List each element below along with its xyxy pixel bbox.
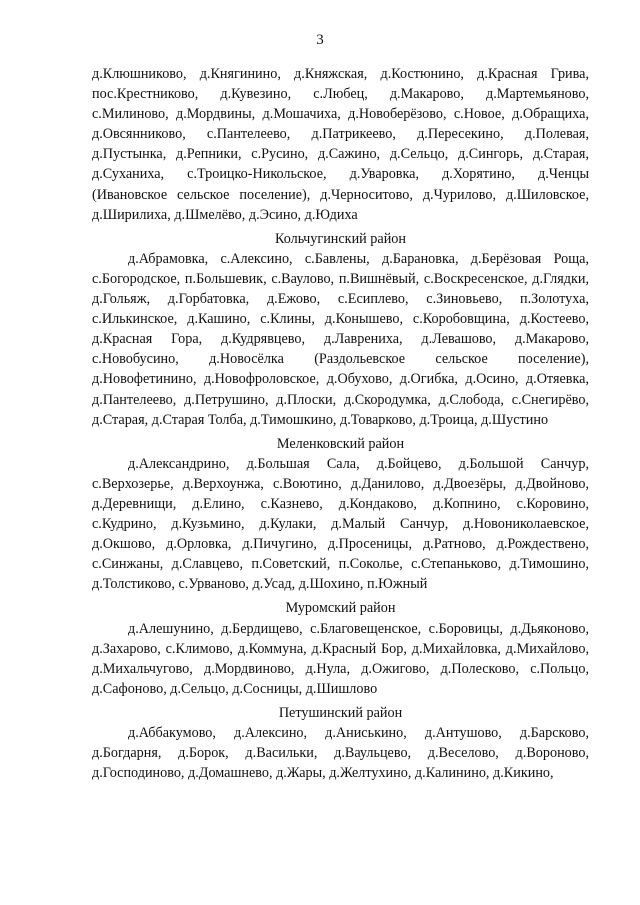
section-title: Кольчугинский район <box>275 230 406 247</box>
section-text: д.Абрамовка, с.Алексино, с.Бавлены, д.Барановка, д.Берёзовая Роща, с.Богородское, п.Большевик, с.Ваулово, п.Вишнёвый, с.Воскресенское, д.Глядки, д.Гольяж, д.Горбатовка, д.Ежово, с.Есиплево, с.Зиновьево, п.Золотуха, с.Илькинское, д.Кашино, с.Клины, д.Конышево, с.Коробовщина, д.Костеево, д.Красная Гора, д.Кудрявцево, д.Лаврениха, д.Левашово, д.Макарово, с.Новобусино, д.Новосёлка (Раздольевское сельское поселение), д.Новофетинино, д.Новофроловское, д.Обухово, д.Огибка, д.Осино, д.Отяевка, д.Пантелеево, д.Петрушино, д.Плоски, д.Скородумка, д.Слобода, с.Снегирёво, д.Старая, д.Старая Толба, д.Тимошкино, д.Товарково, д.Троица, д.Шустино <box>92 250 589 428</box>
section-text: д.Аббакумово, д.Алексино, д.Аниськино, д.Антушово, д.Барсково, д.Богдарня, д.Борок, д.Васильки, д.Ваульцево, д.Веселово, д.Вороново, д.Господиново, д.Домашнево, д.Жары, д.Желтухино, д.Калинино, д.Кикино, <box>92 725 589 782</box>
section-text: д.Александрино, д.Большая Сала, д.Бойцево, д.Большой Санчур, с.Верхозерье, д.Верхоунжа, с.Воютино, д.Данилово, д.Двоезёры, д.Двойново, д.Деревнищи, д.Елино, с.Казнево, д.Кондаково, д.Копнино, с.Коровино, с.Кудрино, д.Кузьмино, д.Кулаки, д.Малый Санчур, д.Новониколаевское, д.Окшово, д.Орловка, д.Пичугино, д.Просеницы, д.Ратново, д.Рождествено, с.Синжаны, д.Славцево, п.Советский, п.Соколье, с.Степаньково, д.Тимошино, д.Толстиково, с.Урваново, д.Усад, д.Шохино, п.Южный <box>92 455 589 593</box>
section-petushki <box>92 703 589 783</box>
section-title: Меленковский район <box>276 435 405 452</box>
section-text: д.Алешунино, д.Бердищево, с.Благовещенское, с.Боровицы, д.Дьяконово, д.Захарово, с.Климово, д.Коммуна, д.Красный Бор, д.Михайловка, д.Михайлово, д.Михальчугово, д.Мордвиново, д.Нула, д.Ожигово, д.Полесково, с.Польцо, д.Сафоново, д.Сельцо, д.Сосницы, д.Шишлово <box>92 620 589 697</box>
intro-paragraph: д.Клюшниково, д.Княгинино, д.Княжская, д.Костюнино, д.Красная Грива, пос.Крестниково, д.Кувезино, с.Любец, д.Макарово, д.Мартемьяново, с.Милиново, д.Мордвины, д.Мошачиха, д.Новоберёзово, с.Новое, д.Обращиха, д.Овсянниково, с.Пантелеево, д.Патрикеево, д.Пересекино, д.Полевая, д.Пустынка, д.Репники, с.Русино, д.Сажино, д.Сельцо, д.Сингорь, д.Старая, д.Суханиха, с.Троицко-Никольское, д.Уваровка, д.Хорятино, д.Ченцы (Ивановское сельское поселение), д.Черноситово, д.Чурилово, д.Шиловское, д.Ширилиха, д.Шмелёво, д.Эсино, д.Юдиха <box>92 66 589 223</box>
section-title: Петушинский район <box>278 704 403 721</box>
section-kolchugino <box>92 229 589 430</box>
page-number: 3 <box>316 32 324 48</box>
document-body <box>92 64 589 783</box>
section-melenki <box>92 434 589 595</box>
section-title: Муромский район <box>285 600 396 617</box>
section-murom <box>92 598 589 698</box>
